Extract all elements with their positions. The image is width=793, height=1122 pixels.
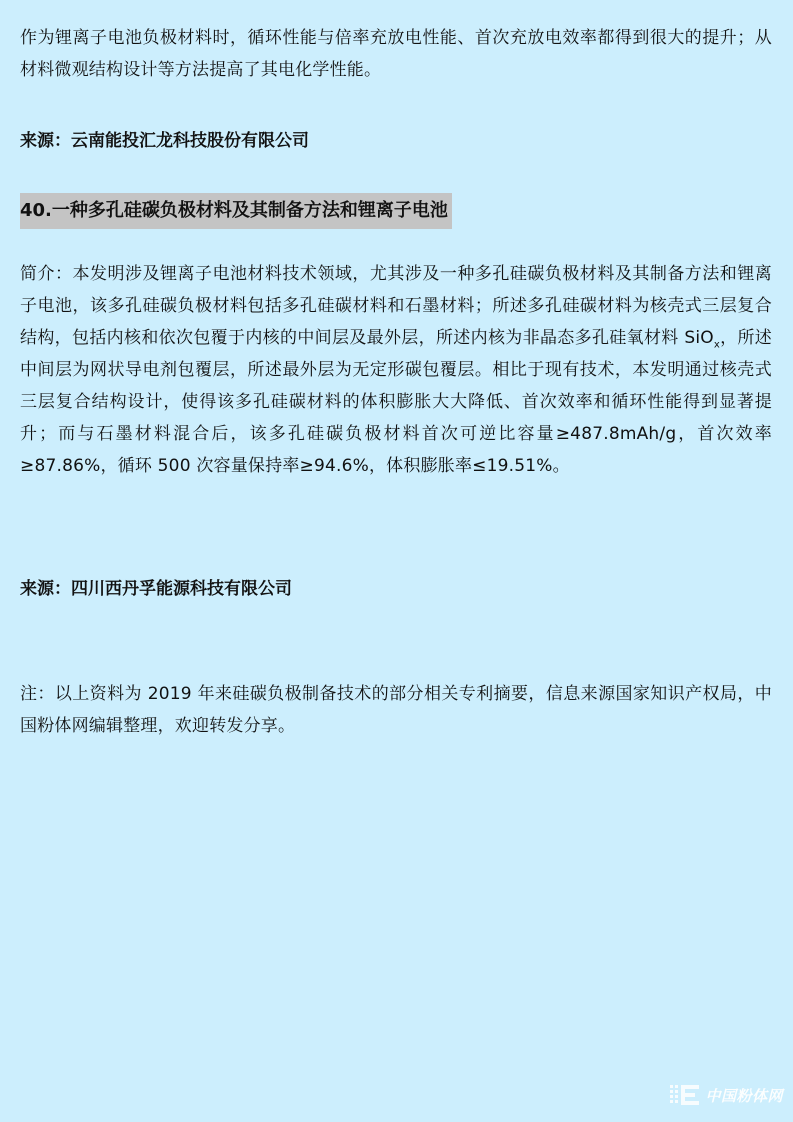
- abstract-paragraph: [20, 258, 772, 482]
- abstract-text-part2: ，所述中间层为网状导电剂包覆层，所述最外层为无定形碳包覆层。相比于现有技术，本发明通过核壳式三层复合结构设计，使得该多孔硅碳材料的体积膨胀大大降低、首次效率和循环性能得到显著提升；而与石墨材料混合后，该多孔硅碳负极材料首次可逆比容量≥487.8mAh/g，首次效率≥87.86%，循环 500 次容量保持率≥94.6%，体积膨胀率≤19.51%。: [20, 328, 772, 476]
- abstract-subscript: x: [713, 339, 720, 351]
- note-paragraph: 注：以上资料为 2019 年来硅碳负极制备技术的部分相关专利摘要，信息来源国家知识产权局，中国粉体网编辑整理，欢迎转发分享。: [20, 684, 772, 736]
- intro-paragraph: 作为锂离子电池负极材料时，循环性能与倍率充放电性能、首次充放电效率都得到很大的提升；从材料微观结构设计等方法提高了其电化学性能。: [20, 28, 772, 80]
- abstract-text-part1: 简介：本发明涉及锂离子电池材料技术领域，尤其涉及一种多孔硅碳负极材料及其制备方法和锂离子电池，该多孔硅碳负极材料包括多孔硅碳材料和石墨材料；所述多孔硅碳材料为核壳式三层复合结构，包括内核和依次包覆于内核的中间层及最外层，所述内核为非晶态多孔硅氧材料 SiO: [20, 264, 772, 348]
- watermark: [668, 1082, 783, 1108]
- cnpowder-logo-icon: [668, 1082, 702, 1108]
- section-heading-40: 40.一种多孔硅碳负极材料及其制备方法和锂离子电池: [20, 193, 452, 229]
- source-line-1: 来源：云南能投汇龙科技股份有限公司: [20, 131, 309, 151]
- watermark-text: 中国粉体网: [705, 1086, 783, 1105]
- source-line-2: 来源：四川西丹孚能源科技有限公司: [20, 579, 292, 599]
